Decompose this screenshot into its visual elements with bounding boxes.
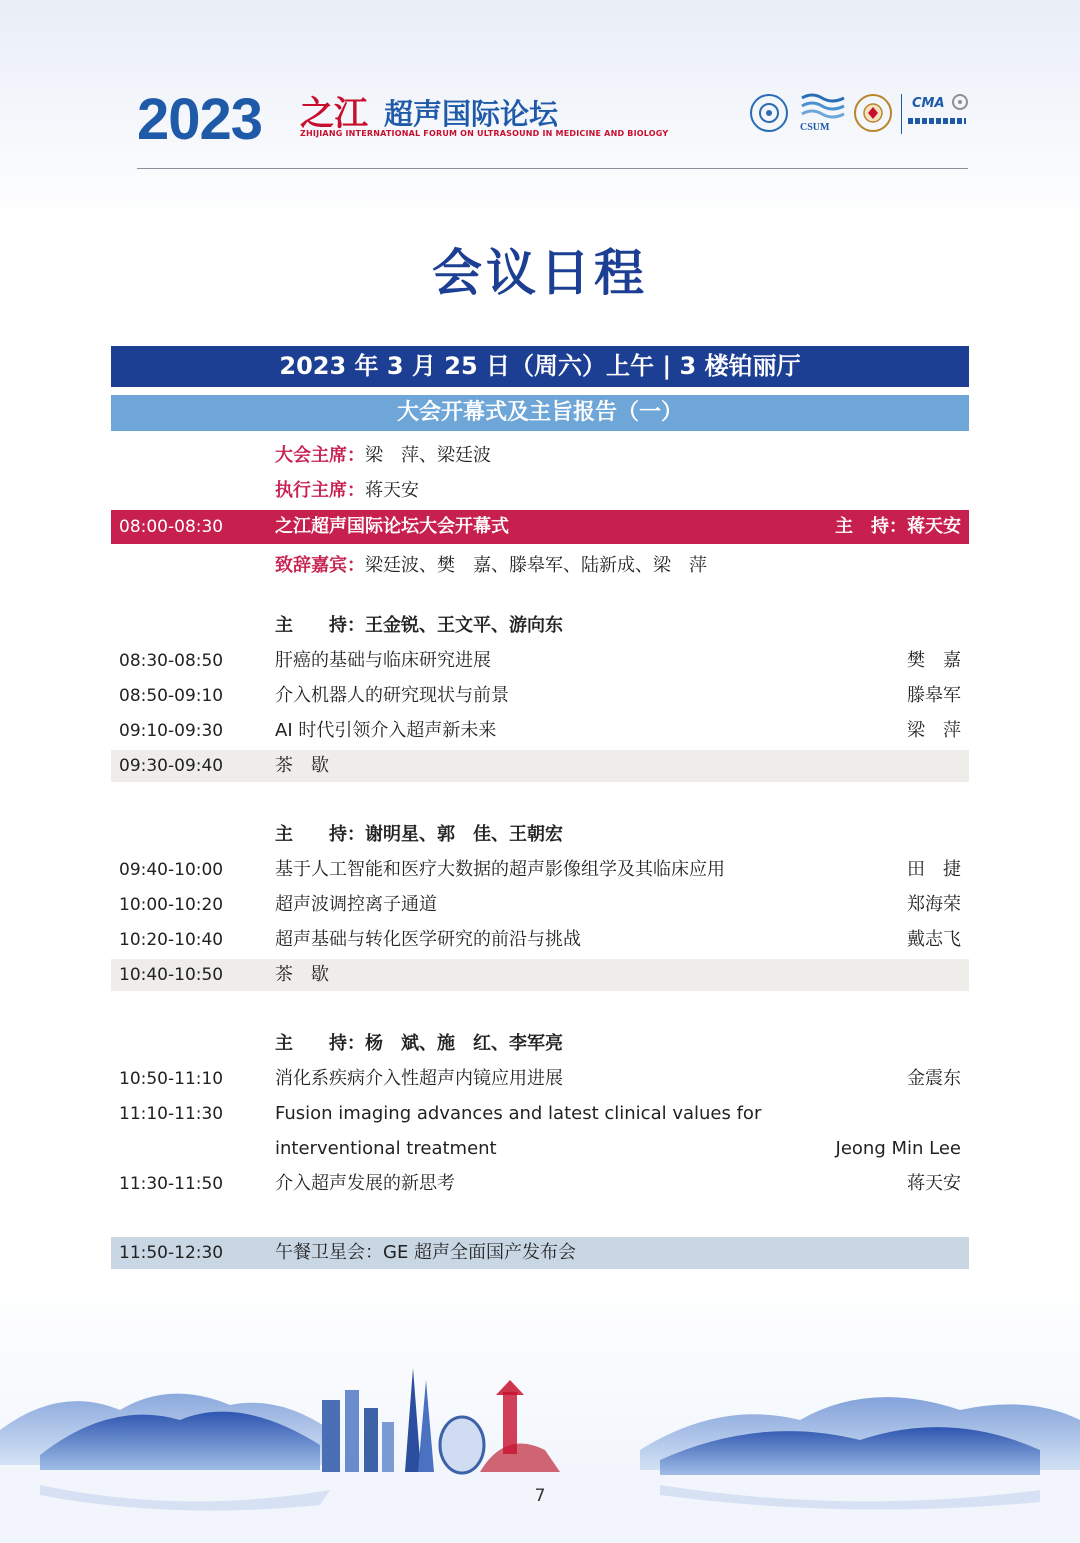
guests-names: 梁廷波、樊 嘉、滕皋军、陆新成、梁 萍 bbox=[365, 555, 707, 576]
association-seal-icon bbox=[854, 94, 892, 132]
cma-chinese-text-graphic bbox=[908, 118, 966, 124]
moderators-label: 主 持： bbox=[275, 824, 365, 845]
schedule-row bbox=[111, 680, 969, 712]
row-time: 11:30-11:50 bbox=[119, 1174, 224, 1194]
schedule-row bbox=[111, 1063, 969, 1095]
row-time: 09:30-09:40 bbox=[119, 756, 224, 776]
row-time: 10:20-10:40 bbox=[119, 930, 224, 950]
schedule-row bbox=[111, 924, 969, 956]
row-speaker: 金震东 bbox=[907, 1068, 961, 1089]
row-speaker: 梁 萍 bbox=[907, 720, 961, 741]
row-topic: 介入机器人的研究现状与前景 bbox=[275, 685, 509, 706]
schedule-row bbox=[111, 1098, 969, 1130]
row-speaker: 郑海荣 bbox=[907, 894, 961, 915]
row-time: 10:40-10:50 bbox=[119, 965, 224, 985]
row-time: 11:50-12:30 bbox=[119, 1243, 224, 1263]
tea-break-row bbox=[111, 959, 969, 991]
moderators-names: 谢明星、郭 佳、王朝宏 bbox=[365, 824, 563, 845]
moderators-names: 杨 斌、施 红、李军亮 bbox=[365, 1033, 563, 1054]
moderators-names: 王金锐、王文平、游向东 bbox=[365, 615, 563, 636]
moderators-row bbox=[111, 1028, 969, 1060]
row-speaker: 滕皋军 bbox=[907, 685, 961, 706]
lunch-symposium-row bbox=[111, 1237, 969, 1269]
row-time: 09:10-09:30 bbox=[119, 721, 224, 741]
csum-logo-text: CSUM bbox=[800, 122, 830, 133]
row-time: 11:10-11:30 bbox=[119, 1104, 224, 1124]
opening-topic: 之江超声国际论坛大会开幕式 bbox=[275, 516, 509, 537]
brand-calligraphy: 之江 bbox=[300, 94, 368, 134]
row-time: 08:30-08:50 bbox=[119, 651, 224, 671]
guests-label: 致辞嘉宾： bbox=[275, 555, 365, 576]
page-number: 7 bbox=[534, 1486, 546, 1506]
partner-logos bbox=[748, 90, 970, 138]
row-topic: 茶 歇 bbox=[275, 755, 329, 776]
row-topic: 肝癌的基础与临床研究进展 bbox=[275, 650, 491, 671]
schedule-row bbox=[111, 645, 969, 677]
session-title-bar: 大会开幕式及主旨报告（一） bbox=[111, 395, 969, 431]
moderators-label: 主 持： bbox=[275, 1033, 365, 1054]
schedule-row-continued bbox=[111, 1133, 969, 1165]
logo-divider bbox=[901, 94, 902, 134]
row-topic: 茶 歇 bbox=[275, 964, 329, 985]
schedule-row bbox=[111, 889, 969, 921]
row-topic: 超声波调控离子通道 bbox=[275, 894, 437, 915]
guests-row bbox=[111, 550, 969, 582]
moderators-row bbox=[111, 819, 969, 851]
row-speaker: 蒋天安 bbox=[907, 1173, 961, 1194]
row-speaker: 戴志飞 bbox=[907, 929, 961, 950]
executive-chair-names: 蒋天安 bbox=[365, 480, 419, 501]
moderators-label: 主 持： bbox=[275, 615, 365, 636]
csum-wave-icon bbox=[800, 90, 846, 122]
row-topic: 消化系疾病介入性超声内镜应用进展 bbox=[275, 1068, 563, 1089]
row-topic: 午餐卫星会：GE 超声全面国产发布会 bbox=[275, 1242, 577, 1263]
cma-disc-icon bbox=[952, 94, 968, 110]
brand-english-subtitle: ZHIJIANG INTERNATIONAL FORUM ON ULTRASOUND IN MEDICINE AND BIOLOGY bbox=[300, 129, 669, 138]
header bbox=[0, 0, 1080, 170]
executive-chair-row bbox=[111, 475, 969, 507]
conference-chairs-names: 梁 萍、梁廷波 bbox=[365, 445, 491, 466]
row-topic: Fusion imaging advances and latest clinical values for bbox=[275, 1103, 762, 1124]
conference-chairs-row bbox=[111, 440, 969, 472]
schedule-row bbox=[111, 715, 969, 747]
tea-break-row bbox=[111, 750, 969, 782]
row-topic: 介入超声发展的新思考 bbox=[275, 1173, 455, 1194]
brand-title: 超声国际论坛 bbox=[384, 97, 559, 131]
schedule-row bbox=[111, 854, 969, 886]
moderators-row bbox=[111, 610, 969, 642]
society-seal-icon bbox=[750, 94, 788, 132]
schedule-row bbox=[111, 1168, 969, 1200]
cma-logo-text: CMA bbox=[912, 96, 945, 111]
year-logo: 2023 bbox=[137, 87, 263, 152]
opening-host: 主 持：蒋天安 bbox=[835, 516, 961, 537]
row-speaker: 田 捷 bbox=[907, 859, 961, 880]
opening-time: 08:00-08:30 bbox=[119, 517, 224, 537]
page-title: 会议日程 bbox=[432, 244, 648, 302]
conference-chairs-label: 大会主席： bbox=[275, 445, 365, 466]
opening-ceremony-row bbox=[111, 510, 969, 544]
row-time: 10:00-10:20 bbox=[119, 895, 224, 915]
row-time: 09:40-10:00 bbox=[119, 860, 224, 880]
date-venue-bar: 2023 年 3 月 25 日（周六）上午 | 3 楼铂丽厅 bbox=[111, 346, 969, 387]
row-time: 10:50-11:10 bbox=[119, 1069, 224, 1089]
row-topic-line2: interventional treatment bbox=[275, 1138, 497, 1159]
row-speaker: Jeong Min Lee bbox=[835, 1138, 961, 1159]
row-speaker: 樊 嘉 bbox=[907, 650, 961, 671]
row-time: 08:50-09:10 bbox=[119, 686, 224, 706]
header-divider bbox=[137, 168, 968, 169]
row-topic: AI 时代引领介入超声新未来 bbox=[275, 720, 497, 741]
row-topic: 超声基础与转化医学研究的前沿与挑战 bbox=[275, 929, 581, 950]
row-topic: 基于人工智能和医疗大数据的超声影像组学及其临床应用 bbox=[275, 859, 725, 880]
executive-chair-label: 执行主席： bbox=[275, 480, 365, 501]
